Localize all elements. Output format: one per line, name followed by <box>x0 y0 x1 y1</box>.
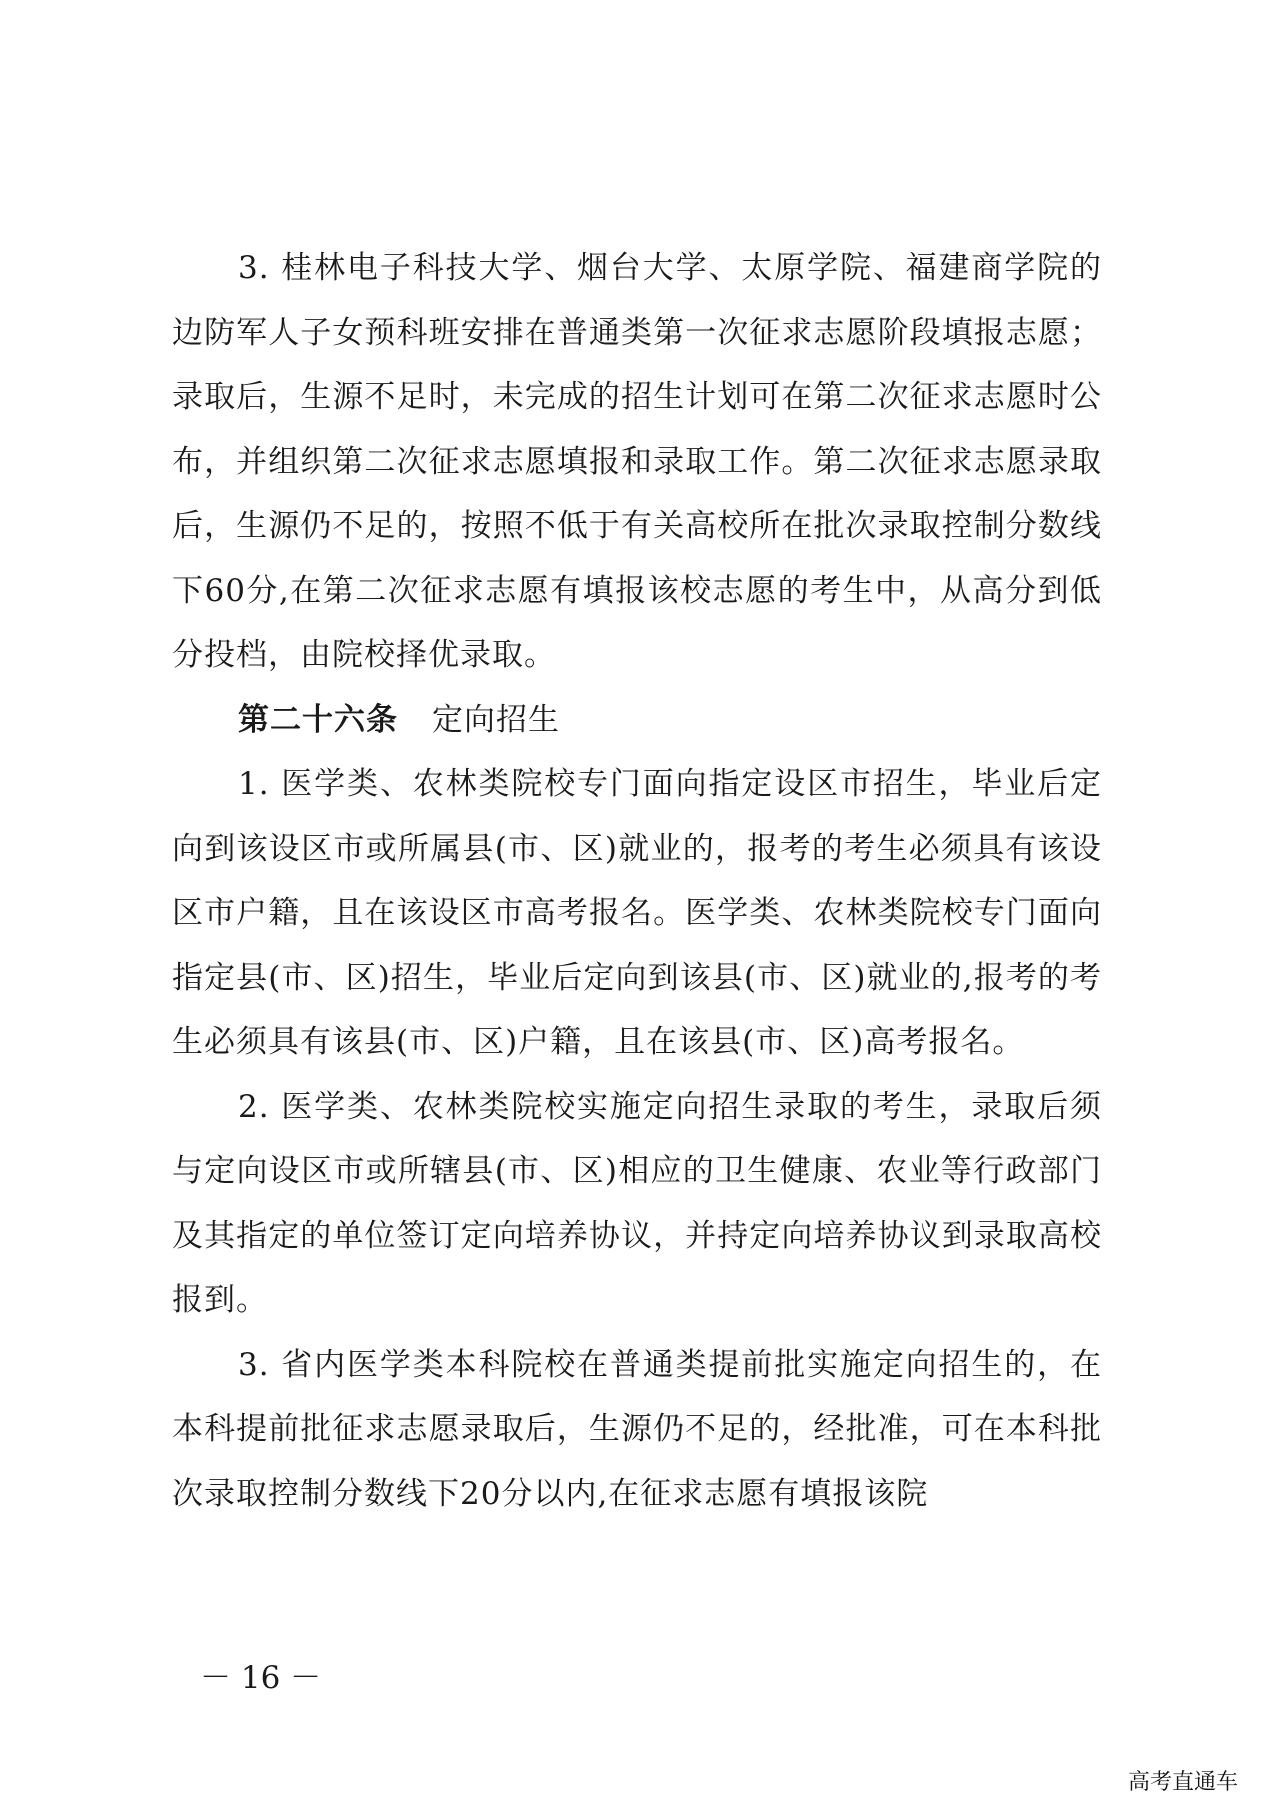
article-paragraph-1: 1. 医学类、农林类院校专门面向指定设区市招生，毕业后定向到该设区市或所属县(市、区)就业的，报考的考生必须具有该设区市户籍，且在该设区市高考报名。医学类、农林类院校专门面向指定县(市、区)招生，毕业后定向到该县(市、区)就业的,报考的考生必须具有该县(市、区)户籍，且在该县(市、区)高考报名。 <box>172 766 1102 1060</box>
paragraph-item-3-frontier: 3. 桂林电子科技大学、烟台大学、太原学院、福建商学院的边防军人子女预科班安排在普通类第一次征求志愿阶段填报志愿；录取后，生源不足时，未完成的招生计划可在第二次征求志愿时公布，并组织第二次征求志愿填报和录取工作。第二次征求志愿录取后，生源仍不足的，按照不低于有关高校所在批次录取控制分数线下60分,在第二次征求志愿有填报该校志愿的考生中，从高分到低分投档，由院校择优录取。 <box>172 250 1102 673</box>
article-heading <box>172 688 1102 753</box>
article-number: 第二十六条 <box>238 701 398 738</box>
article-title: 定向招生 <box>432 701 560 738</box>
document-body <box>172 236 1102 1526</box>
article-paragraph-3: 3. 省内医学类本科院校在普通类提前批实施定向招生的，在本科提前批征求志愿录取后，生源仍不足的，经批准，可在本科批次录取控制分数线下20分以内,在征求志愿有填报该院 <box>172 1346 1102 1512</box>
article-paragraph-2: 2. 医学类、农林类院校实施定向招生录取的考生，录取后须与定向设区市或所辖县(市、区)相应的卫生健康、农业等行政部门及其指定的单位签订定向培养协议，并持定向培养协议到录取高校报到。 <box>172 1088 1102 1318</box>
watermark-text: 高考直通车 <box>1127 1770 1238 1795</box>
page-number: － 16 － <box>200 1660 322 1696</box>
